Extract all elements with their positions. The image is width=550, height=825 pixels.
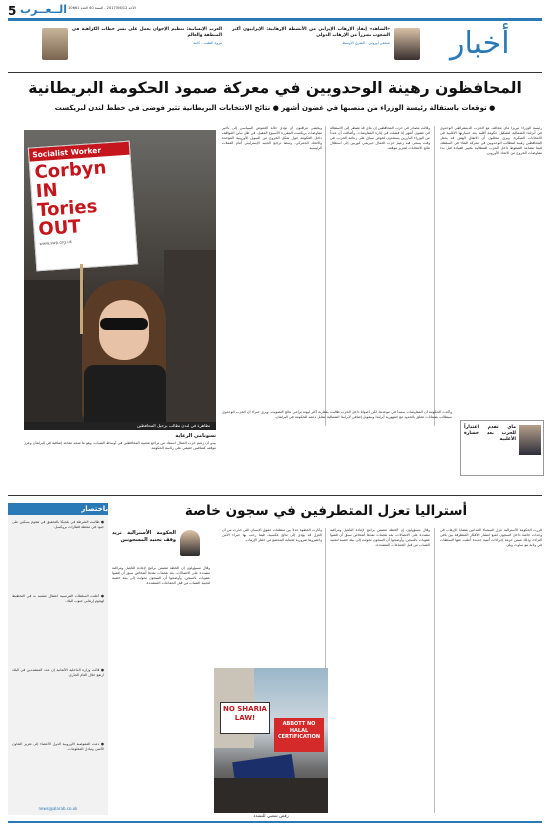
photo-caption: تظاهرة في لندن تطالب برحيل المحافظين [136,423,210,428]
crowd-shape [214,778,328,813]
main-headline: المحافظون رهينة الوحدويين في معركة صمود الحكومة البريطانية [28,79,522,97]
side-brief [460,420,544,476]
side-brief-photo [519,425,541,455]
placard-slogan: Corbyn IN Tories OUT [33,157,108,241]
woman-face [99,300,149,360]
australia-headline: أستراليا تعزل المتطرفين في سجون خاصة [184,503,468,519]
briefs-footer-email[interactable]: news@alarab.co.uk [38,806,78,811]
teaser-left-byline: مروة الطيب - كاتبة [193,41,222,45]
side-brief-headline: ماي تقدم اعتذاراً للحزب بعد خسارة الأغلبية [464,425,516,442]
main-col-4: وأكدت الحكومة أن المفاوضات ستبدأ في موعدها، لكن أصواتاً داخل الحزب طالبت بمقاربة أكثر ليونة تراعي نتائج التصويت. ويرى خبراء أن الحزب الوحدوي سيطالب بضمانات تتعلق بالحدود مع جمهورية أيرلندا وبتمويل إضافي لأيرلندا الشمالية مقابل دعمه للحكومة في البرلمان. [222,410,452,419]
protest-photo [24,130,216,422]
masthead-rule [8,18,542,21]
brief-item: ● أعلنت السلطات الفرنسية اعتقال مشتبه به في التخطيط لهجوم إرهابي جنوب البلاد. [12,594,104,603]
placard-stick [80,264,83,334]
sign-halal-text: ABBOTT NO HALAL CERTIFICATION [277,721,321,740]
crowd-shape [24,280,84,422]
teaser-right-byline: صحفي أوروبي - الشرق الأوسط [342,41,390,45]
teaser-right-headline: «الشاهد» إنقاذ الإرهاب الإيراني من الأنشطة الإرهابية: الإيرانيون أكثر الشعوب تضرراً من الإرهاب الدولي [232,27,390,38]
date-line: الأحد 2017/06/12 - السنة 40 العدد 10661 [68,6,136,10]
placard-url: www.swp.org.uk [39,238,73,247]
brief-item: ● طالبت الشرطة في بلجيكا بالتحقيق في هجوم بسكين على جنود في محطة قطارات بروكسل. [12,520,104,529]
left-sidebar-title: تسونامي الرعاية [175,433,216,439]
teaser-left [72,27,222,45]
briefs-title: باختصار [8,503,108,515]
teaser-photo-right [394,28,420,60]
australia-col-3: وأثارت الخطوة جدلاً بين منظمات حقوق الإنسان التي حذرت من أن العزل قد يؤدي إلى نتائج عكسية، فيما رحب بها خبراء الأمن واعتبروها ضرورية لحماية المجتمع من خطر الإرهاب. [222,528,322,542]
section-rule [8,495,542,496]
brief-item: ● دعت المفوضية الأوروبية الدول الأعضاء إلى تعزيز التعاون الأمني وتبادل المعلومات. [12,742,104,751]
australia-col-1: قررت الحكومة الأسترالية عزل السجناء المدانين بقضايا الإرهاب في وحدات خاصة داخل السجون لمنع انتشار الأفكار المتطرفة بين باقي النزلاء، وذلك ضمن حزمة إجراءات أمنية جديدة أعلنت عنها السلطات في ولاية نيو ساوث ويلز. [440,528,542,547]
australia-col-4: وقال مسؤولون إن الخطة تتضمن برامج لإعادة التأهيل ومراقبة مشددة على الاتصالات، بعد هجمات نفذها أشخاص سبق أن قضوا عقوبات بالسجن. وأوضحوا أن السجون تحولت إلى بيئة خصبة لتجنيد الشباب من قبل الجماعات المتشددة. [112,566,210,585]
newspaper-logo: الــعــرب [20,3,68,16]
sunglasses [100,318,148,330]
page-number: 5 [8,4,17,18]
left-sidebar-text: يبدو أن زعيم حزب العمال استفاد من تراجع شعبية المحافظين في أوساط الشباب، وهو ما منحه مقاعد إضافية في البرلمان وعزز موقعه كمنافس حقيقي على رئاسة الحكومة. [24,441,216,450]
side-quote: الحكومة الأسترالية تريد وقف تجنيد المسجونين [112,530,176,543]
crowd-shape [164,250,216,422]
placard-brand: Socialist Worker [29,142,130,162]
australia-col-2: وقال مسؤولون إن الخطة تتضمن برامج لإعادة التأهيل ومراقبة مشددة على الاتصالات، بعد هجمات نفذها أشخاص سبق أن قضوا عقوبات بالسجن. وأوضحوا أن السجون تحولت إلى بيئة خصبة لتجنيد الشباب من قبل الجماعات المتشددة. [330,528,430,547]
teaser-right [232,27,390,45]
sign-no-sharia [220,702,270,734]
section-title: أخبار [450,26,510,61]
teaser-left-headline: العرب الإنسانية: تنظيم الإخوان يعمل على نشر خطاب الكراهية في المنطقة والعالم [72,27,222,38]
brief-item: ● قالت وزارة الداخلية الألمانية إن عدد المتشددين في البلاد ارتفع خلال العام الجاري. [12,668,104,677]
main-col-2: وقالت مصادر في حزب المحافظين إن ماي قد تضطر إلى الاستقالة في غضون أشهر إذا فشلت في إدارة المفاوضات. وأضافت أن عدداً من الوزراء البارزين يستعدون لخوض سباق على زعامة الحزب، في وقت يسعى فيه زعيم حزب العمال جيريمي كوربين إلى استغلال نتائج الانتخابات لتعزيز موقعه. [330,126,430,150]
australia-caption: رفض شعبي للتشدد [253,814,289,819]
sign-no-sharia-text: NO SHARIA LAW! [223,705,267,722]
australia-protest-photo [214,668,328,813]
sign-halal [274,718,324,752]
main-subheadline: ● توقعات باستقالة رئيسة الوزراء من منصبها في غضون أشهر ● نتائج الانتخابات البريطانية تثير فوضى في خطط لندن لبريكست [54,104,496,112]
woman-body [84,365,166,422]
placard [28,141,138,272]
col-divider [325,126,326,426]
footer-rule [8,821,542,823]
main-col-1: رئيسة الوزراء تيريزا ماي تتحالف مع الحزب الديمقراطي الوحدوي في أيرلندا الشمالية لتشكيل حكومة أقلية بعد خسارتها الأغلبية في الانتخابات المبكرة. ويرى محللون أن الاتفاق الهش قد يجعل المحافظين رهينة لمطالب الوحدويين في معركة البقاء في السلطة، فيما تتصاعد الضغوط داخل الحزب للمطالبة بتغيير القيادة قبل بدء مفاوضات الخروج من الاتحاد الأوروبي. [440,126,542,155]
main-col-3: ويخشى مراقبون أن تؤدي حالة الغموض السياسي إلى تأخير مفاوضات بريكست المقررة الأسبوع المقبل، في ظل تباين المواقف داخل الحكومة حول شكل الخروج من السوق الأوروبية الموحدة والاتحاد الجمركي، وسط تراجع الجنيه الإسترليني أمام العملات الرئيسية. [222,126,322,150]
teaser-photo-left [42,28,68,60]
col-divider [434,126,435,426]
side-quote-photo [180,530,200,556]
col-divider [434,528,435,813]
teaser-rule [8,72,542,73]
